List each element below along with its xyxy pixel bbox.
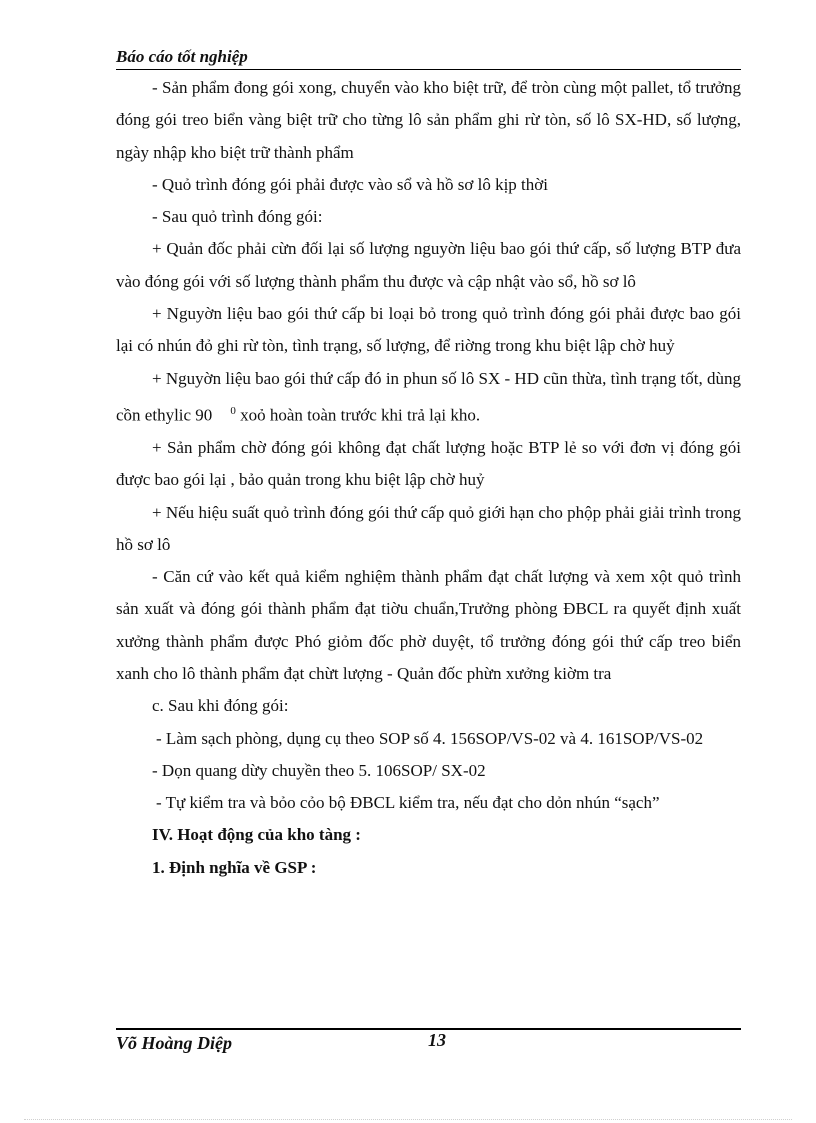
paragraph: + Nếu hiệu suất quỏ trình đóng gói thứ cấp quỏ giới hạn cho phộp phải giải trình trong hồ sơ lô <box>116 502 741 554</box>
page-number: 13 <box>428 1030 446 1050</box>
footer-author: Võ Hoàng Diệp <box>116 1033 233 1053</box>
document-body <box>116 72 741 884</box>
paragraph: + Sản phẩm chờ đóng gói không đạt chất lượng hoặc BTP lẻ so với đơn vị đóng gói được bao gói lại , bảo quản trong khu biệt lập chờ huỷ <box>116 437 741 490</box>
paragraph: - Quỏ trình đóng gói phải được vào sổ và hồ sơ lô kịp thời <box>152 174 548 194</box>
paragraph: - Sản phẩm đong gói xong, chuyển vào kho biệt trữ, để tròn cùng một pallet, tổ trưởng đóng gói treo biển vàng biệt trữ cho từng lô sản phẩm ghi rừ tòn, số lô SX-HD, số lượng, ngày nhập kho biệt trữ thành phẩm <box>116 78 741 162</box>
paragraph: + Nguyờn liệu bao gói thứ cấp bi loại bỏ trong quỏ trình đóng gói phải được bao gói lại có nhún đỏ ghi rừ tòn, tình trạng, số lượng, để riờng trong khu biệt lập chờ huỷ <box>116 304 741 356</box>
page-header <box>116 47 741 70</box>
paragraph: - Căn cứ vào kết quả kiểm nghiệm thành phẩm đạt chất lượng và xem xột quỏ trình sản xuất và đóng gói thành phẩm đạt tiờu chuẩn,Trưởng phòng ĐBCL ra quyết định xuất xưởng thành phẩm được Phó giỏm đốc phờ duyệt, tổ trưởng đóng gói thứ cấp treo biển xanh cho lô thành phẩm đạt chừt lượng - Quản đốc phừn xưởng kiờm tra <box>116 567 741 683</box>
header-title: Báo cáo tốt nghiệp <box>116 47 248 66</box>
paragraph: + Nguyờn liệu bao gói thứ cấp đó in phun số lô SX - HD cũn thừa, tình trạng tốt, dùng cồn ethylic 90 $^0$ xoỏ hoàn toàn trước khi trả lại kho. <box>116 368 741 425</box>
paragraph: + Quản đốc phải cừn đối lại số lượng nguyờn liệu bao gói thứ cấp, số lượng BTP đưa vào đóng gói với số lượng thành phẩm thu được và cập nhật vào sổ, hồ sơ lô <box>116 239 741 291</box>
paragraph: - Sau quỏ trình đóng gói: <box>152 207 323 227</box>
paragraph: - Làm sạch phòng, dụng cụ theo SOP số 4. 156SOP/VS-02 và 4. 161SOP/VS-02 <box>156 728 704 748</box>
section-heading: IV. Hoạt động của kho tàng : <box>152 825 361 845</box>
paragraph: - Tự kiểm tra và bỏo cỏo bộ ĐBCL kiểm tra, nếu đạt cho dỏn nhún “sạch” <box>156 793 660 813</box>
superscript-degree: 0 <box>230 404 236 417</box>
paragraph: c. Sau khi đóng gói: <box>152 696 289 716</box>
paragraph: - Dọn quang dừy chuyền theo 5. 106SOP/ SX-02 <box>152 760 486 780</box>
page-edge-dots <box>24 1119 792 1120</box>
subsection-heading: 1. Định nghĩa về GSP : <box>152 857 317 877</box>
